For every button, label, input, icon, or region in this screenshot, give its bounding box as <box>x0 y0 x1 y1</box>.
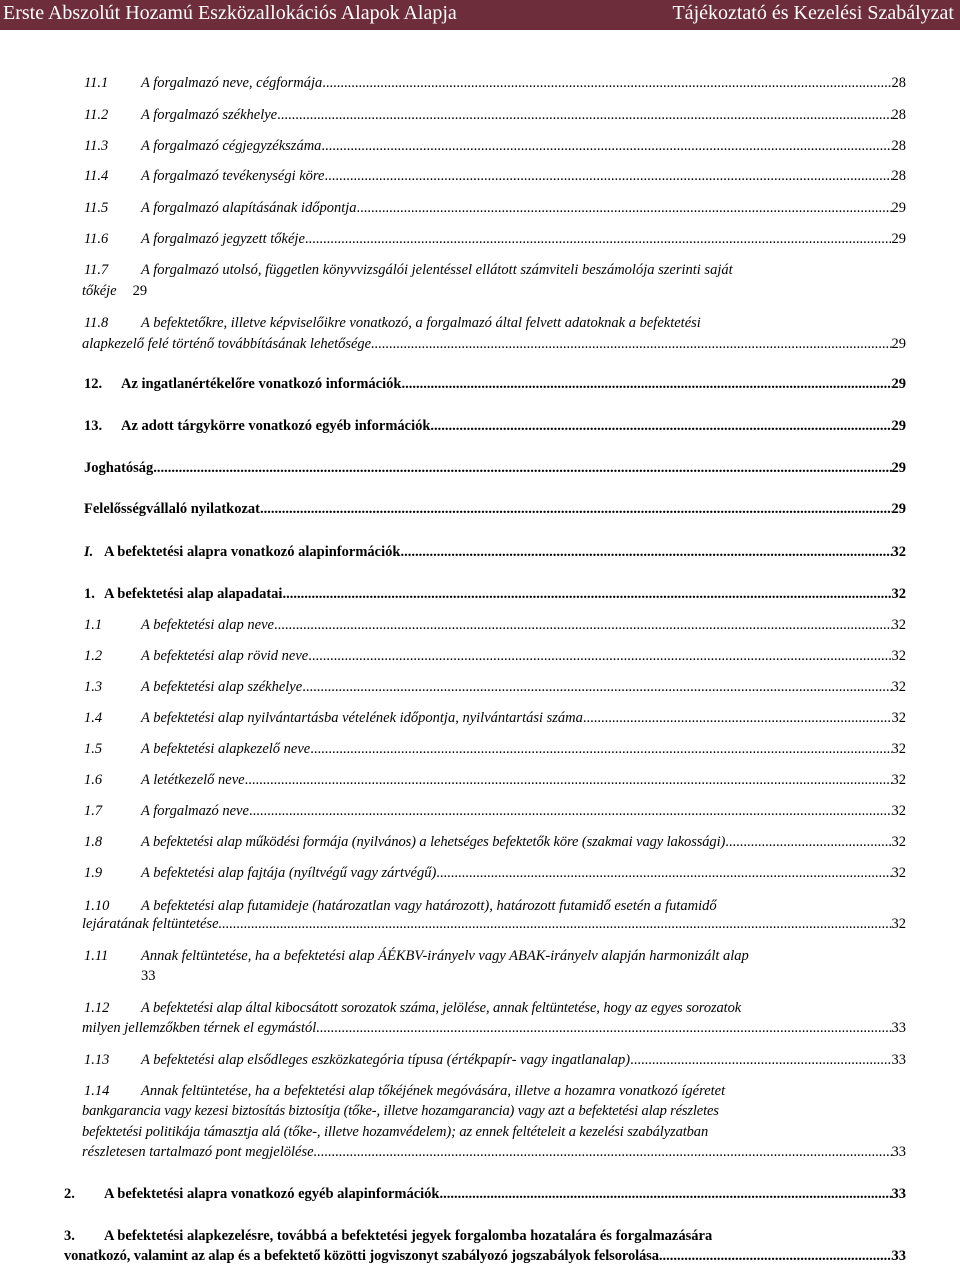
toc-leader <box>357 198 892 218</box>
toc-page: 29 <box>891 231 906 247</box>
toc-page: 28 <box>891 107 906 123</box>
toc-number: 11.1 <box>84 75 109 91</box>
toc-leader <box>314 1142 892 1162</box>
toc-number: 1.2 <box>84 648 103 664</box>
toc-page: 29 <box>891 200 906 216</box>
toc-title: Annak feltüntetése, ha a befektetési alap ÁÉKBV-irányelv vagy ABAK-irányelv alapján harmonizált alap <box>141 948 749 964</box>
toc-page: 32 <box>891 772 906 788</box>
toc-page: 28 <box>891 168 906 184</box>
toc-title: A befektetési alapkezelő neve <box>141 741 311 757</box>
toc-number: 1.10 <box>84 898 110 914</box>
toc-page: 33 <box>891 1186 906 1202</box>
toc-leader <box>401 374 891 394</box>
document-header <box>0 0 960 30</box>
toc-page: 28 <box>891 75 906 91</box>
toc-entry-11-8[interactable] <box>84 313 906 357</box>
toc-leader <box>274 615 892 635</box>
toc-title: Az adott tárgykörre vonatkozó egyéb információk <box>121 418 431 434</box>
toc-number: 1.7 <box>84 803 103 819</box>
toc-title: A forgalmazó utolsó, független könyvvizsgálói jelentéssel ellátott számviteli beszámolója szerinti saját <box>141 262 733 278</box>
toc-title: A befektetési alap működési formája (nyilvános) a lehetséges befektetők köre (szakmai vagy lakossági) <box>141 834 726 850</box>
toc-title: A befektetési alap elsődleges eszközkategória típusa (értékpapír- vagy ingatlanalap) <box>141 1052 631 1068</box>
toc-page: 32 <box>891 865 906 881</box>
toc-title: A befektetőkre, illetve képviselőikre vonatkozó, a forgalmazó által felvett adatoknak a befektetési <box>141 315 701 331</box>
toc-title: A befektetési alapra vonatkozó egyéb alapinformációk <box>104 1186 440 1202</box>
toc-entry-1-12[interactable] <box>84 998 906 1042</box>
toc-page: 29 <box>891 501 906 517</box>
toc-leader <box>310 739 891 759</box>
toc-number: 1.8 <box>84 834 103 850</box>
toc-title: A befektetési alap rövid neve <box>141 648 309 664</box>
toc-number: 1.9 <box>84 865 103 881</box>
toc-leader <box>277 105 891 125</box>
toc-entry-11-7[interactable] <box>84 260 906 304</box>
header-fund-name: Erste Abszolút Hozamú Eszközallokációs Alapok Alapja <box>3 2 457 24</box>
toc-page: 28 <box>891 138 906 154</box>
toc-page: 32 <box>891 741 906 757</box>
toc-number: 3. <box>64 1228 75 1244</box>
toc-page: 32 <box>891 834 906 850</box>
toc-number: 11.5 <box>84 200 109 216</box>
toc-number: 1.11 <box>84 948 109 964</box>
toc-leader <box>302 677 891 697</box>
toc-page: 32 <box>891 544 906 560</box>
toc-page: 33 <box>891 1248 906 1264</box>
toc-title-continued: vonatkozó, valamint az alap és a befektető közötti jogviszonyt szabályozó jogszabályok felsorolása <box>64 1248 659 1264</box>
toc-title-continued: részletesen tartalmazó pont megjelölése <box>82 1144 314 1160</box>
toc-number: 1.3 <box>84 679 103 695</box>
toc-entry-1-10[interactable] <box>84 896 906 940</box>
toc-leader <box>249 801 892 821</box>
toc-title: A forgalmazó székhelye <box>141 107 278 123</box>
toc-leader <box>371 334 891 354</box>
toc-page: 32 <box>891 617 906 633</box>
toc-title: A befektetési alap alapadatai <box>104 586 283 602</box>
toc-number: 1.13 <box>84 1052 110 1068</box>
toc-leader <box>321 136 891 156</box>
toc-number: 11.7 <box>84 262 109 278</box>
toc-title: Joghatóság <box>84 460 154 476</box>
toc-number: 1.5 <box>84 741 103 757</box>
toc-number: 11.4 <box>84 168 109 184</box>
toc-leader <box>440 1184 892 1204</box>
toc-page: 32 <box>891 679 906 695</box>
toc-number: 11.2 <box>84 107 109 123</box>
toc-page: 29 <box>891 418 906 434</box>
toc-leader <box>725 832 891 852</box>
toc-title: A forgalmazó cégjegyzékszáma <box>141 138 322 154</box>
toc-leader <box>322 73 891 93</box>
toc-page: 32 <box>891 803 906 819</box>
toc-leader <box>219 914 892 934</box>
toc-title: Felelősségvállaló nyilatkozat <box>84 501 260 517</box>
toc-page: 32 <box>891 648 906 664</box>
toc-title: A befektetési alapkezelésre, továbbá a befektetési jegyek forgalomba hozatalára és forgalmazására <box>104 1228 713 1244</box>
toc-number: I. <box>84 544 94 560</box>
toc-title: A letétkezelő neve <box>141 772 245 788</box>
toc-leader <box>305 229 892 249</box>
toc-page: 29 <box>891 460 906 476</box>
toc-leader <box>260 499 892 519</box>
toc-leader <box>316 1018 891 1038</box>
toc-number: 1. <box>84 586 95 602</box>
toc-title-continued: alapkezelő felé történő továbbításának lehetősége <box>82 336 372 352</box>
toc-leader <box>430 416 891 436</box>
toc-leader <box>400 542 891 562</box>
toc-page: 32 <box>891 586 906 602</box>
toc-title: A forgalmazó tevékenységi köre <box>141 168 325 184</box>
toc-title: A forgalmazó alapításának időpontja <box>141 200 357 216</box>
toc-title: Annak feltüntetése, ha a befektetési alap tőkéjének megóvására, illetve a hozamra vonatkozó ígéretet <box>141 1083 726 1099</box>
toc-title: A forgalmazó neve, cégformája <box>141 75 323 91</box>
toc-title: A befektetési alap által kibocsátott sorozatok száma, jelölése, annak feltüntetése, hogy az egyes sorozatok <box>141 1000 742 1016</box>
toc-leader <box>659 1246 892 1266</box>
toc-title-continued: befektetési politikája támasztja alá (tőke-, illetve hozamvédelem); az ennek feltételeit a kezelési szabályzatban <box>82 1124 709 1140</box>
toc-number: 11.8 <box>84 315 109 331</box>
toc-number: 1.4 <box>84 710 103 726</box>
toc-number: 1.12 <box>84 1000 110 1016</box>
toc-number: 11.6 <box>84 231 109 247</box>
toc-leader <box>282 584 891 604</box>
toc-title: A befektetési alap székhelye <box>141 679 303 695</box>
toc-title-continued: lejáratának feltüntetése <box>82 916 219 932</box>
toc-title: A befektetési alap nyilvántartásba vételének időpontja, nyilvántartási száma <box>141 710 583 726</box>
toc-title-continued: tőkéje <box>82 283 117 299</box>
toc-number: 11.3 <box>84 138 109 154</box>
toc-number: 12. <box>84 376 103 392</box>
toc-entry-1-11[interactable] <box>84 946 906 990</box>
toc-title: A befektetési alap futamideje (határozatlan vagy határozott), határozott futamidő esetén a futamidő <box>141 898 717 914</box>
toc-leader <box>153 458 891 478</box>
toc-title: A befektetési alap fajtája (nyíltvégű vagy zártvégű) <box>141 865 437 881</box>
toc-leader <box>583 708 892 728</box>
header-document-title: Tájékoztató és Kezelési Szabályzat <box>672 2 954 24</box>
toc-number: 2. <box>64 1186 75 1202</box>
toc-number: 1.6 <box>84 772 103 788</box>
toc-page: 32 <box>891 710 906 726</box>
toc-title: A forgalmazó jegyzett tőkéje <box>141 231 305 247</box>
toc-page: 29 <box>891 376 906 392</box>
toc-title: A forgalmazó neve <box>141 803 249 819</box>
toc-page: 29 <box>891 336 906 352</box>
toc-number: 1.1 <box>84 617 103 633</box>
toc-leader <box>308 646 891 666</box>
toc-number: 13. <box>84 418 103 434</box>
toc-leader <box>324 166 891 186</box>
toc-leader <box>630 1050 891 1070</box>
toc-page: 33 <box>891 1144 906 1160</box>
toc-title: Az ingatlanértékelőre vonatkozó információk <box>121 376 402 392</box>
toc-page: 33 <box>891 1052 906 1068</box>
toc-leader <box>245 770 892 790</box>
toc-page: 32 <box>891 916 906 932</box>
toc-entry-1-14[interactable] <box>84 1081 906 1165</box>
toc-entry-3[interactable] <box>64 1226 906 1268</box>
toc-leader <box>436 863 891 883</box>
toc-title: A befektetési alapra vonatkozó alapinformációk <box>104 544 401 560</box>
toc-page: 33 <box>141 968 156 984</box>
toc-title-continued: milyen jellemzőkben térnek el egymástól <box>82 1020 317 1036</box>
toc-title-continued: bankgarancia vagy kezesi biztosítás biztosítja (tőke-, illetve hozamgarancia) vagy azt a befektetési alap részletes <box>82 1103 719 1119</box>
toc-title: A befektetési alap neve <box>141 617 274 633</box>
toc-page: 29 <box>132 283 148 299</box>
toc-number: 1.14 <box>84 1083 110 1099</box>
toc-page: 33 <box>891 1020 906 1036</box>
